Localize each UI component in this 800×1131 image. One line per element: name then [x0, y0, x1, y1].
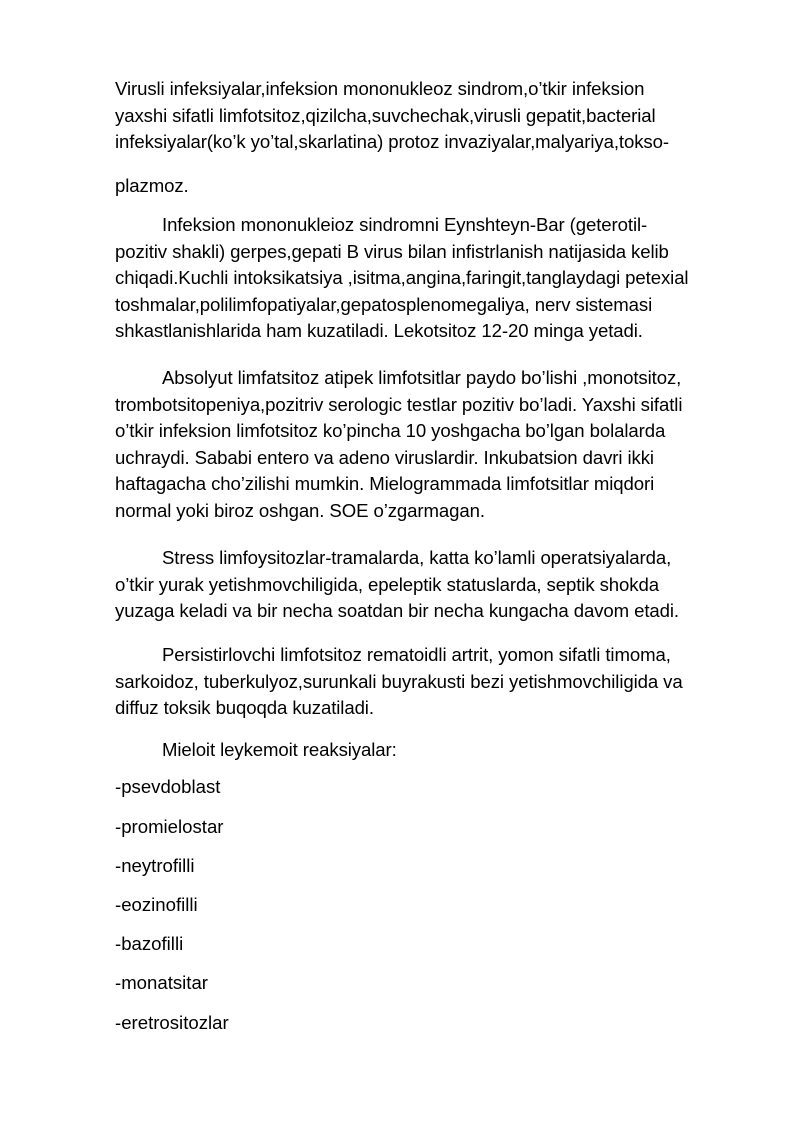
text-line: haftagacha cho’zilishi mumkin. Mielogrammada limfotsitlar miqdori	[115, 473, 655, 495]
text-line: trombotsitopeniya,pozitriv serologic testlar pozitiv bo’ladi. Yaxshi sifatli	[115, 393, 683, 415]
list-item: -promielostar	[115, 816, 224, 837]
list-item: -psevdoblast	[115, 776, 221, 797]
text-line: uchraydi. Sababi entero va adeno viruslardir. Inkubatsion davri ikki	[115, 446, 654, 468]
text-line: Stress limfoysitozlar-tramalarda, katta ko’lamli operatsiyalarda,	[162, 547, 672, 568]
paragraph-absolute-lymphocytosis	[115, 365, 747, 525]
list-item: -monatsitar	[115, 972, 208, 993]
text-line: chiqadi.Kuchli intoksikatsiya ,isitma,angina,faringit,tanglaydagi petexial	[115, 267, 689, 289]
text-line: diffuz toksik buqoqda kuzatiladi.	[115, 697, 374, 719]
text-line: toshmalar,polilimfopatiyalar,gepatosplenomegaliya, nerv sistemasi	[115, 293, 653, 315]
text-line: Mieloit leykemoit reaksiyalar:	[162, 739, 397, 760]
text-line: Virusli infeksiyalar,infeksion mononukleoz sindrom,o’tkir infeksion	[115, 78, 645, 99]
text-line: shkastlanishlarida ham kuzatiladi. Lekotsitoz 12-20 minga yetadi.	[115, 320, 643, 342]
text-line: Persistirlovchi limfotsitoz rematoidli artrit, yomon sifatli timoma,	[162, 644, 671, 665]
paragraph-viral-infections-end	[115, 173, 747, 200]
list-item: -neytrofilli	[115, 855, 195, 876]
text-line: plazmoz.	[115, 175, 189, 196]
paragraph-mononucleosis	[115, 212, 747, 345]
text-line: normal yoki biroz oshgan. SOE o’zgarmagan.	[115, 499, 485, 521]
list-item: -bazofilli	[115, 933, 184, 954]
paragraph-persistent-lymphocytosis	[115, 642, 747, 722]
text-line: infeksiyalar(ko’k yo’tal,skarlatina) protoz invaziyalar,malyariya,tokso-	[115, 131, 669, 153]
text-line: sarkoidoz, tuberkulyoz,surunkali buyrakusti bezi yetishmovchiligida va	[115, 670, 683, 692]
text-line: yuzaga keladi va bir necha soatdan bir necha kungacha davom etadi.	[115, 600, 679, 622]
text-line: yaxshi sifatli limfotsitoz,qizilcha,suvchechak,virusli gepatit,bacterial	[115, 104, 656, 126]
paragraph-viral-infections	[115, 76, 747, 156]
list-item: -eretrositozlar	[115, 1012, 229, 1033]
text-line: pozitiv shakli) gerpes,gepati B virus bilan infistrlanish natijasida kelib	[115, 240, 669, 262]
text-line: o’tkir infeksion limfotsitoz ko’pincha 10 yoshgacha bo’lgan bolalarda	[115, 420, 666, 442]
paragraph-stress-lymphocytosis	[115, 545, 747, 625]
paragraph-myeloid-heading	[115, 737, 747, 764]
text-line: Absolyut limfatsitoz atipek limfotsitlar paydo bo’lishi ,monotsitoz,	[162, 367, 682, 388]
text-line: o’tkir yurak yetishmovchiligida, epeleptik statuslarda, septik shokda	[115, 573, 659, 595]
list-item: -eozinofilli	[115, 894, 198, 915]
text-line: Infeksion mononukleioz sindromni Eynshteyn-Bar (geterotil-	[162, 214, 648, 235]
